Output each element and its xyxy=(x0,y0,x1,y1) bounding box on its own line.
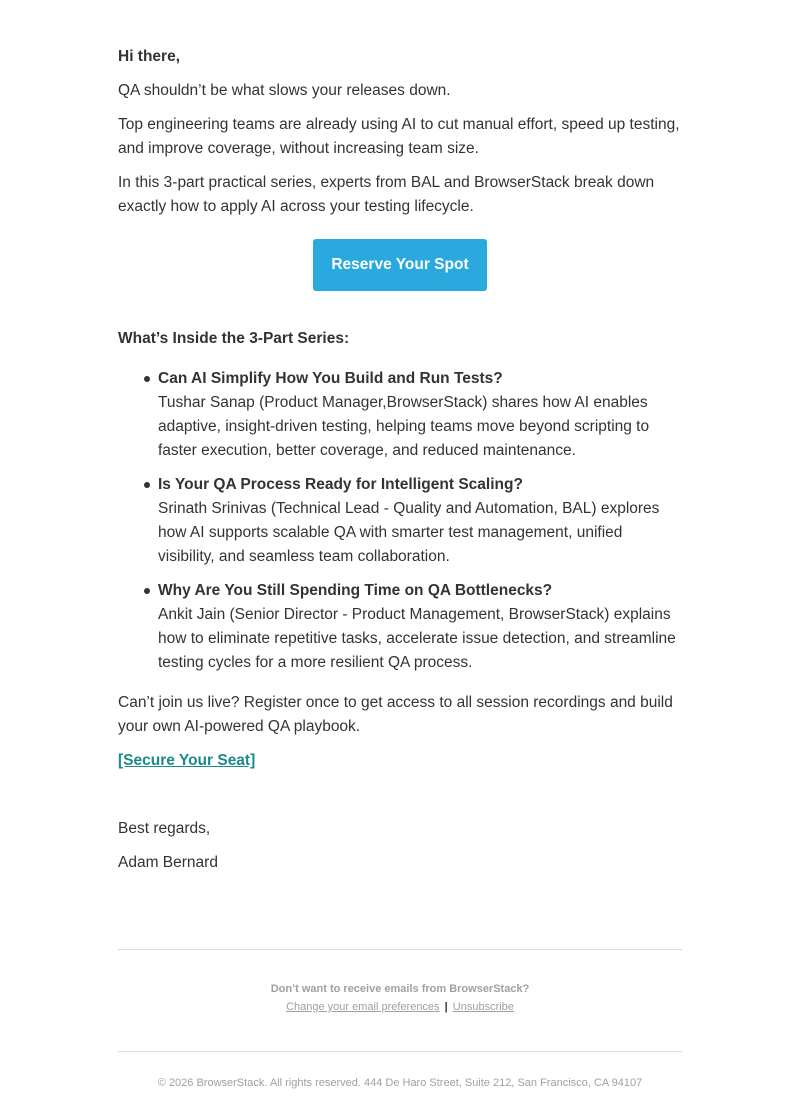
reserve-spot-button[interactable]: Reserve Your Spot xyxy=(313,239,486,291)
series-item-description: Tushar Sanap (Product Manager,BrowserStack) shares how AI enables adaptive, insight-driven testing, helping teams move beyond scripting to faster execution, better coverage, and reduced maintenance. xyxy=(158,394,650,459)
series-item xyxy=(158,473,682,569)
footer-divider xyxy=(118,949,682,950)
secure-seat-link[interactable]: [Secure Your Seat] xyxy=(118,752,256,769)
series-item-title: Why Are You Still Spending Time on QA Bottlenecks? xyxy=(158,582,553,599)
unsubscribe-question: Don’t want to receive emails from BrowserStack? xyxy=(270,983,530,995)
unsubscribe-block xyxy=(118,980,682,1016)
series-item xyxy=(158,367,682,463)
bullet-icon xyxy=(144,482,150,488)
recordings-paragraph: Can’t join us live? Register once to get access to all session recordings and build your own AI-powered QA playbook. xyxy=(118,694,673,735)
series-item-title: Can AI Simplify How You Build and Run Tests? xyxy=(158,370,503,387)
email-preferences-link[interactable]: Change your email preferences xyxy=(286,1001,440,1013)
unsubscribe-link[interactable]: Unsubscribe xyxy=(452,1001,514,1013)
cta-container xyxy=(118,239,682,291)
link-separator: | xyxy=(444,1001,448,1013)
series-list xyxy=(118,367,682,685)
footer-divider xyxy=(118,1051,682,1052)
bullet-icon xyxy=(144,376,150,382)
intro-paragraph-2: Top engineering teams are already using AI to cut manual effort, speed up testing, and improve coverage, without increasing team size. xyxy=(118,116,680,157)
closing: Best regards, xyxy=(118,820,211,837)
copyright: © 2026 BrowserStack. All rights reserved. 444 De Haro Street, Suite 212, San Francisco, CA 94107 xyxy=(157,1077,643,1089)
series-item xyxy=(158,579,682,675)
series-item-title: Is Your QA Process Ready for Intelligent Scaling? xyxy=(158,476,523,493)
series-item-description: Ankit Jain (Senior Director - Product Management, BrowserStack) explains how to eliminate repetitive tasks, accelerate issue detection, and streamline testing cycles for a more resilient QA process. xyxy=(158,606,676,671)
signature: Adam Bernard xyxy=(118,854,218,871)
greeting: Hi there, xyxy=(118,48,181,65)
intro-paragraph-1: QA shouldn’t be what slows your releases down. xyxy=(118,82,451,99)
section-title: What’s Inside the 3-Part Series: xyxy=(118,330,350,347)
intro-paragraph-3: In this 3-part practical series, experts from BAL and BrowserStack break down exactly how to apply AI across your testing lifecycle. xyxy=(118,174,655,215)
series-item-description: Srinath Srinivas (Technical Lead - Quality and Automation, BAL) explores how AI supports scalable QA with smarter test management, unified visibility, and seamless team collaboration. xyxy=(158,500,660,565)
bullet-icon xyxy=(144,588,150,594)
